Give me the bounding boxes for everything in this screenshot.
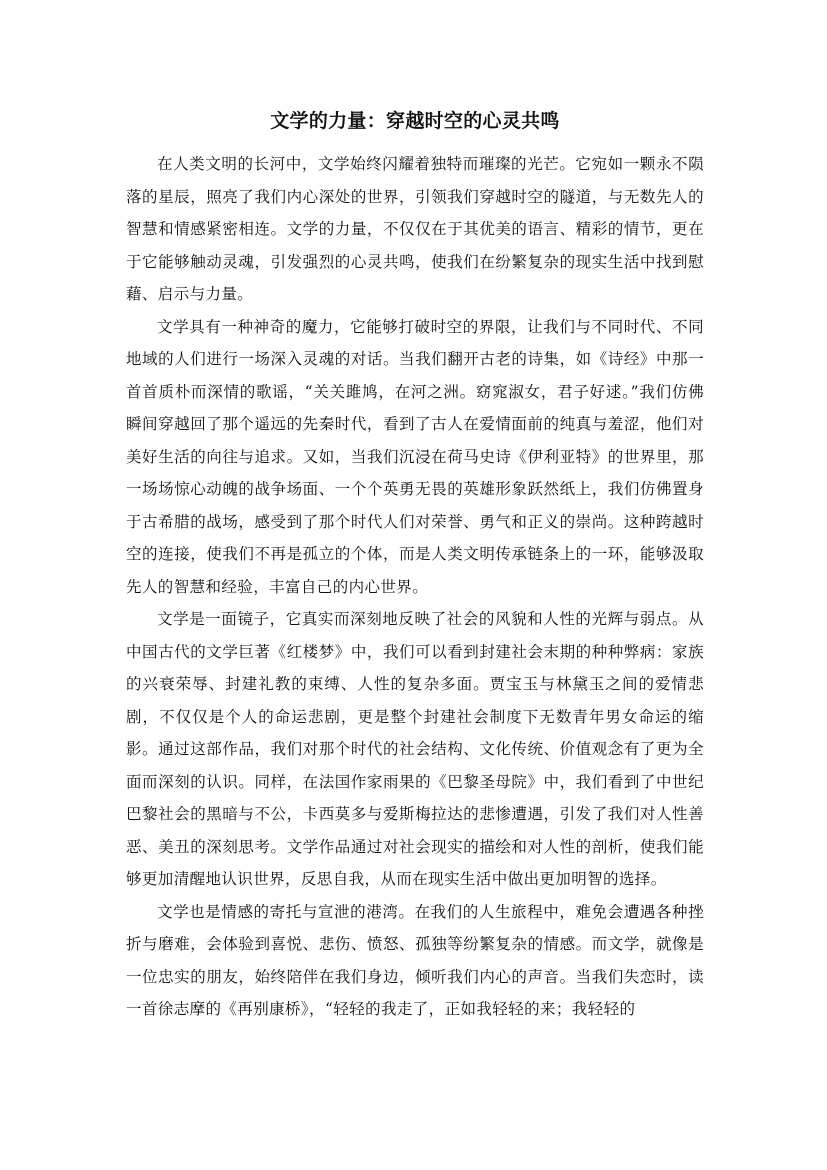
paragraph-1: 在人类文明的长河中，文学始终闪耀着独特而璀璨的光芒。它宛如一颗永不陨落的星辰，照亮了我们内心深处的世界，引领我们穿越时空的隧道，与无数先人的智慧和情感紧密相连。文学的力量，不仅仅在于其优美的语言、精彩的情节，更在于它能够触动灵魂，引发强烈的心灵共鸣，使我们在纷繁复杂的现实生活中找到慰藉、启示与力量。: [126, 155, 704, 303]
paragraph-2: 文学具有一种神奇的魔力，它能够打破时空的界限，让我们与不同时代、不同地域的人们进行一场深入灵魂的对话。当我们翻开古老的诗集，如《诗经》中那一首首质朴而深情的歌谣，“关关雎鸠，在河之洲。窈窕淑女，君子好逑。”我们仿佛瞬间穿越回了那个遥远的先秦时代，看到了古人在爱情面前的纯真与羞涩，他们对美好生活的向往与追求。又如，当我们沉浸在荷马史诗《伊利亚特》的世界里，那一场场惊心动魄的战争场面、一个个英勇无畏的英雄形象跃然纸上，我们仿佛置身于古希腊的战场，感受到了那个时代人们对荣誉、勇气和正义的崇尚。这种跨越时空的连接，使我们不再是孤立的个体，而是人类文明传承链条上的一环，能够汲取先人的智慧和经验，丰富自己的内心世界。: [126, 317, 704, 596]
paragraph-4: 文学也是情感的寄托与宣泄的港湾。在我们的人生旅程中，难免会遭遇各种挫折与磨难，会体验到喜悦、悲伤、愤怒、孤独等纷繁复杂的情感。而文学，就像是一位忠实的朋友，始终陪伴在我们身边，倾听我们内心的声音。当我们失恋时，读一首徐志摩的《再别康桥》，“轻轻的我走了，正如我轻轻的来；我轻轻的: [126, 902, 704, 1018]
document-title: 文学的力量：穿越时空的心灵共鸣: [270, 110, 560, 132]
paragraph-3: 文学是一面镜子，它真实而深刻地反映了社会的风貌和人性的光辉与弱点。从中国古代的文学巨著《红楼梦》中，我们可以看到封建社会末期的种种弊病：家族的兴衰荣辱、封建礼教的束缚、人性的复杂多面。贾宝玉与林黛玉之间的爱情悲剧，不仅仅是个人的命运悲剧，更是整个封建社会制度下无数青年男女命运的缩影。通过这部作品，我们对那个时代的社会结构、文化传统、价值观念有了更为全面而深刻的认识。同样，在法国作家雨果的《巴黎圣母院》中，我们看到了中世纪巴黎社会的黑暗与不公，卡西莫多与爱斯梅拉达的悲惨遭遇，引发了我们对人性善恶、美丑的深刻思考。文学作品通过对社会现实的描绘和对人性的剖析，使我们能够更加清醒地认识世界，反思自我，从而在现实生活中做出更加明智的选择。: [126, 610, 704, 888]
document-body: [126, 104, 704, 1026]
